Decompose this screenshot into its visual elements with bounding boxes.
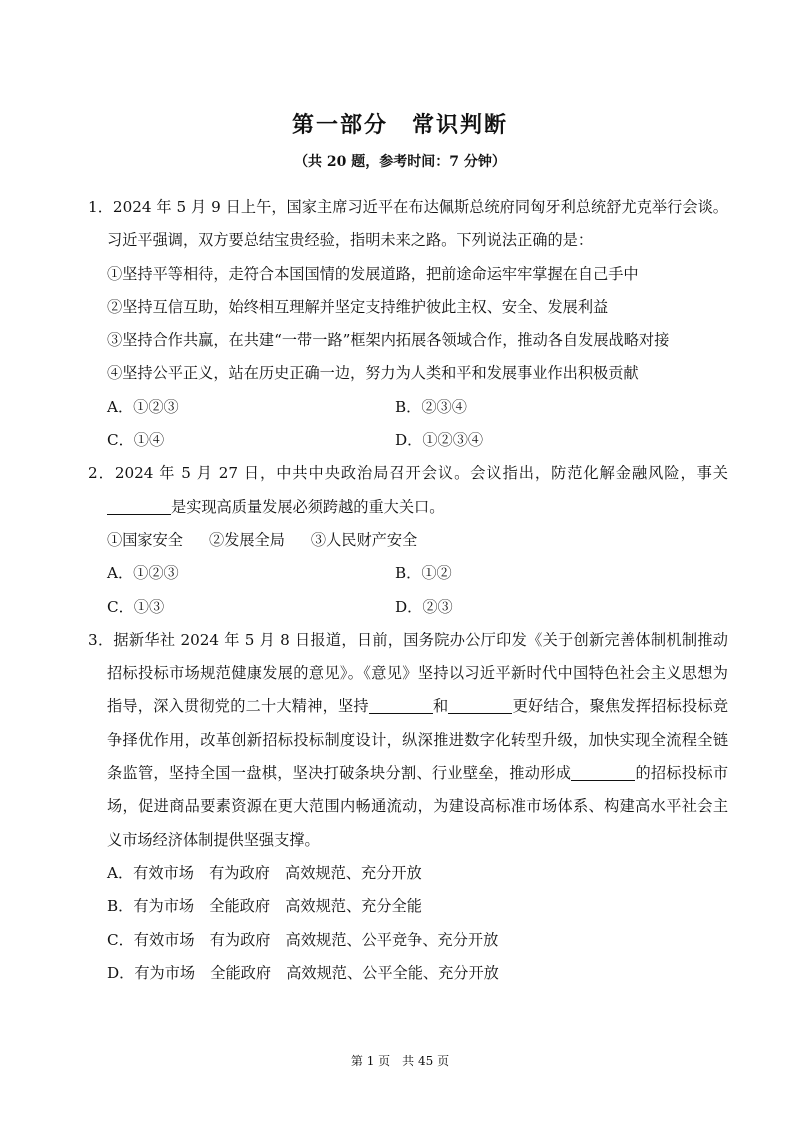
question-2-option-a[interactable]: A．①②③: [107, 564, 179, 583]
question-3-option-c[interactable]: C．有效市场 有为政府 高效规范、公平竞争、充分开放: [107, 930, 499, 949]
question-1: [88, 191, 728, 457]
question-1-stem: 1．2024 年 5 月 9 日上午，国家主席习近平在布达佩斯总统府同匈牙利总统舒尤克举行会谈。习近平强调，双方要总结宝贵经验，指明未来之路。下列说法正确的是：: [88, 198, 728, 250]
question-2-stem-part-1: 2．2024 年 5 月 27 日，中共中央政治局召开会议。会议指出，防范化解金融风险，事关: [88, 464, 728, 483]
question-2-item-1: ①国家安全: [107, 530, 183, 549]
question-list: [88, 191, 728, 990]
question-2-items: [88, 524, 728, 557]
question-2-options-row-1: [88, 557, 728, 590]
question-1-options-row-2: [88, 424, 728, 457]
fill-blank: [448, 698, 512, 714]
question-2-stem: [88, 457, 728, 524]
section-title: 第一部分 常识判断: [291, 113, 508, 138]
question-3-stem: [88, 624, 728, 857]
question-3: [88, 624, 728, 990]
fill-blank: [107, 498, 171, 514]
question-2-item-3: ③人民财产安全: [310, 530, 418, 549]
question-3-option-a[interactable]: A．有效市场 有为政府 高效规范、充分开放: [107, 863, 422, 882]
question-1-item-4: ④坚持公平正义，站在历史正确一边，努力为人类和平和发展事业作出积极贡献: [107, 364, 639, 383]
question-2-option-c[interactable]: C．①③: [107, 597, 165, 616]
section-subtitle: （共 20 题，参考时间：7 分钟）: [294, 154, 506, 170]
page-number: 第 1 页 共 45 页: [350, 1054, 450, 1068]
question-2-option-d[interactable]: D．②③: [395, 597, 453, 616]
question-1-option-c[interactable]: C．①④: [107, 431, 165, 450]
question-1-option-b[interactable]: B．②③④: [395, 397, 467, 416]
question-2: [88, 457, 728, 623]
question-1-option-a[interactable]: A．①②③: [107, 397, 179, 416]
question-1-options-row-1: [88, 391, 728, 424]
question-3-stem-part-4: 的招标投标市场，促进商品要素资源在更大范围内畅通流动，为建设高标准市场体系、构建高水平社会主义市场经济体制提供坚强支撑。: [107, 764, 729, 849]
question-2-options-row-2: [88, 591, 728, 624]
question-2-stem-part-2: 是实现高质量发展必须跨越的重大关口。: [171, 497, 445, 516]
question-1-option-d[interactable]: D．①②③④: [395, 431, 484, 450]
question-1-item-1: ①坚持平等相待，走符合本国国情的发展道路，把前途命运牢牢掌握在自己手中: [107, 264, 639, 283]
question-3-stem-part-2: 和: [432, 697, 449, 716]
fill-blank: [369, 698, 433, 714]
question-3-option-b[interactable]: B．有为市场 全能政府 高效规范、充分全能: [107, 897, 422, 916]
question-3-option-d[interactable]: D．有为市场 全能政府 高效规范、公平全能、充分开放: [107, 963, 499, 982]
question-3-stem-part-3: 更好结合，聚焦发挥招标投标竞争择优作用，改革创新招标投标制度设计，纵深推进数字化转型升级，加快实现全流程全链条监管，坚持全国一盘棋，坚决打破条块分割、行业壁垒，推动形成: [107, 697, 729, 783]
question-2-item-2: ②发展全局: [208, 530, 285, 549]
fill-blank: [571, 765, 635, 781]
question-1-item-2: ②坚持互信互助，始终相互理解并坚定支持维护彼此主权、安全、发展利益: [107, 297, 609, 316]
question-2-option-b[interactable]: B．①②: [395, 564, 452, 583]
question-1-item-3: ③坚持合作共赢，在共建“一带一路”框架内拓展各领域合作，推动各自发展战略对接: [107, 331, 670, 350]
question-3-stem-part-1: 3．据新华社 2024 年 5 月 8 日报道，日前，国务院办公厅印发《关于创新完善体制机制推动招标投标市场规范健康发展的意见》。《意见》坚持以习近平新时代中国特色社会主义思想为指导，深入贯彻党的二十大精神，坚持: [88, 630, 728, 716]
